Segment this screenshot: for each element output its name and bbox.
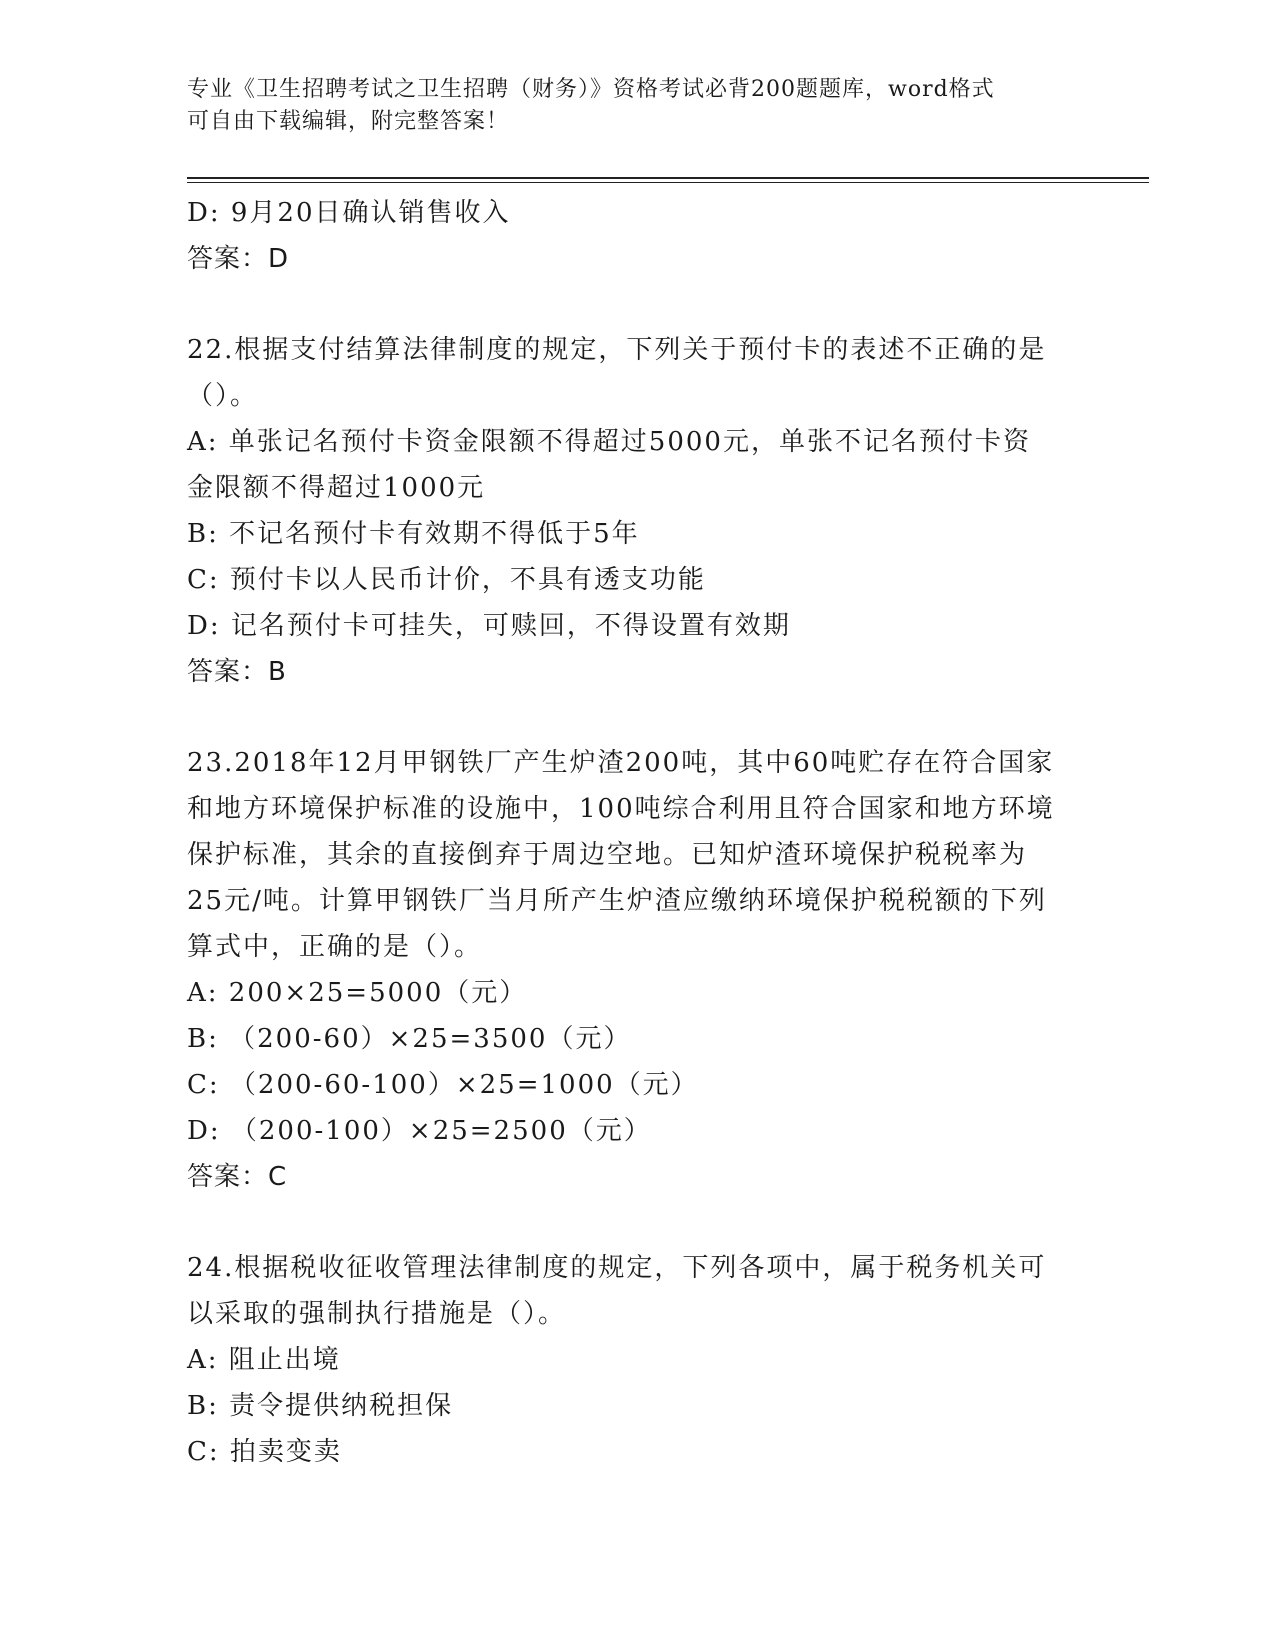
option-d: D: 9月20日确认销售收入 [187,198,511,228]
question-21 [187,190,1087,282]
spacer [187,1200,1087,1245]
question-stem: 23.2018年12月甲钢铁厂产生炉渣200吨，其中60吨贮存在符合国家 [187,748,1055,778]
question-stem: 22.根据支付结算法律制度的规定，下列关于预付卡的表述不正确的是 [187,335,1047,365]
question-22 [187,327,1087,695]
option-d: D: （200-100）×25=2500（元） [187,1116,652,1146]
question-stem: 保护标准，其余的直接倒弃于周边空地。已知炉渣环境保护税税率为 [187,840,1028,870]
spacer [187,282,1087,327]
option-b: B: 责令提供纳税担保 [187,1391,454,1421]
header-line-1: 专业《卫生招聘考试之卫生招聘（财务）》资格考试必背200题题库，word格式 [187,77,995,102]
option-d: D: 记名预付卡可挂失，可赎回，不得设置有效期 [187,611,791,641]
option-a-continued: 金限额不得超过1000元 [187,473,486,503]
document-header [187,74,1087,138]
question-stem: （）。 [187,381,259,411]
option-a: A: 200×25=5000（元） [187,978,528,1008]
document-body [187,190,1087,1475]
option-b: B: 不记名预付卡有效期不得低于5年 [187,519,640,549]
option-b: B: （200-60）×25=3500（元） [187,1024,632,1054]
question-stem: 和地方环境保护标准的设施中，100吨综合利用且符合国家和地方环境 [187,794,1055,824]
spacer [187,695,1087,740]
question-stem: 25元/吨。计算甲钢铁厂当月所产生炉渣应缴纳环境保护税税额的下列 [187,886,1047,916]
header-divider-thick [187,177,1149,179]
question-stem: 算式中，正确的是（）。 [187,932,483,962]
question-stem: 以采取的强制执行措施是（）。 [187,1299,567,1329]
question-23 [187,740,1087,1200]
answer: 答案：D [187,244,290,274]
question-24 [187,1245,1087,1475]
option-c: C: 拍卖变卖 [187,1437,342,1467]
answer: 答案：B [187,657,287,687]
option-c: C: （200-60-100）×25=1000（元） [187,1070,699,1100]
header-divider-thin [187,182,1149,183]
answer: 答案：C [187,1162,288,1192]
option-a: A: 阻止出境 [187,1345,341,1375]
option-a: A: 单张记名预付卡资金限额不得超过5000元，单张不记名预付卡资 [187,427,1031,457]
question-stem: 24.根据税收征收管理法律制度的规定，下列各项中，属于税务机关可 [187,1253,1047,1283]
option-c: C: 预付卡以人民币计价，不具有透支功能 [187,565,706,595]
header-line-2: 可自由下载编辑，附完整答案！ [187,109,510,134]
